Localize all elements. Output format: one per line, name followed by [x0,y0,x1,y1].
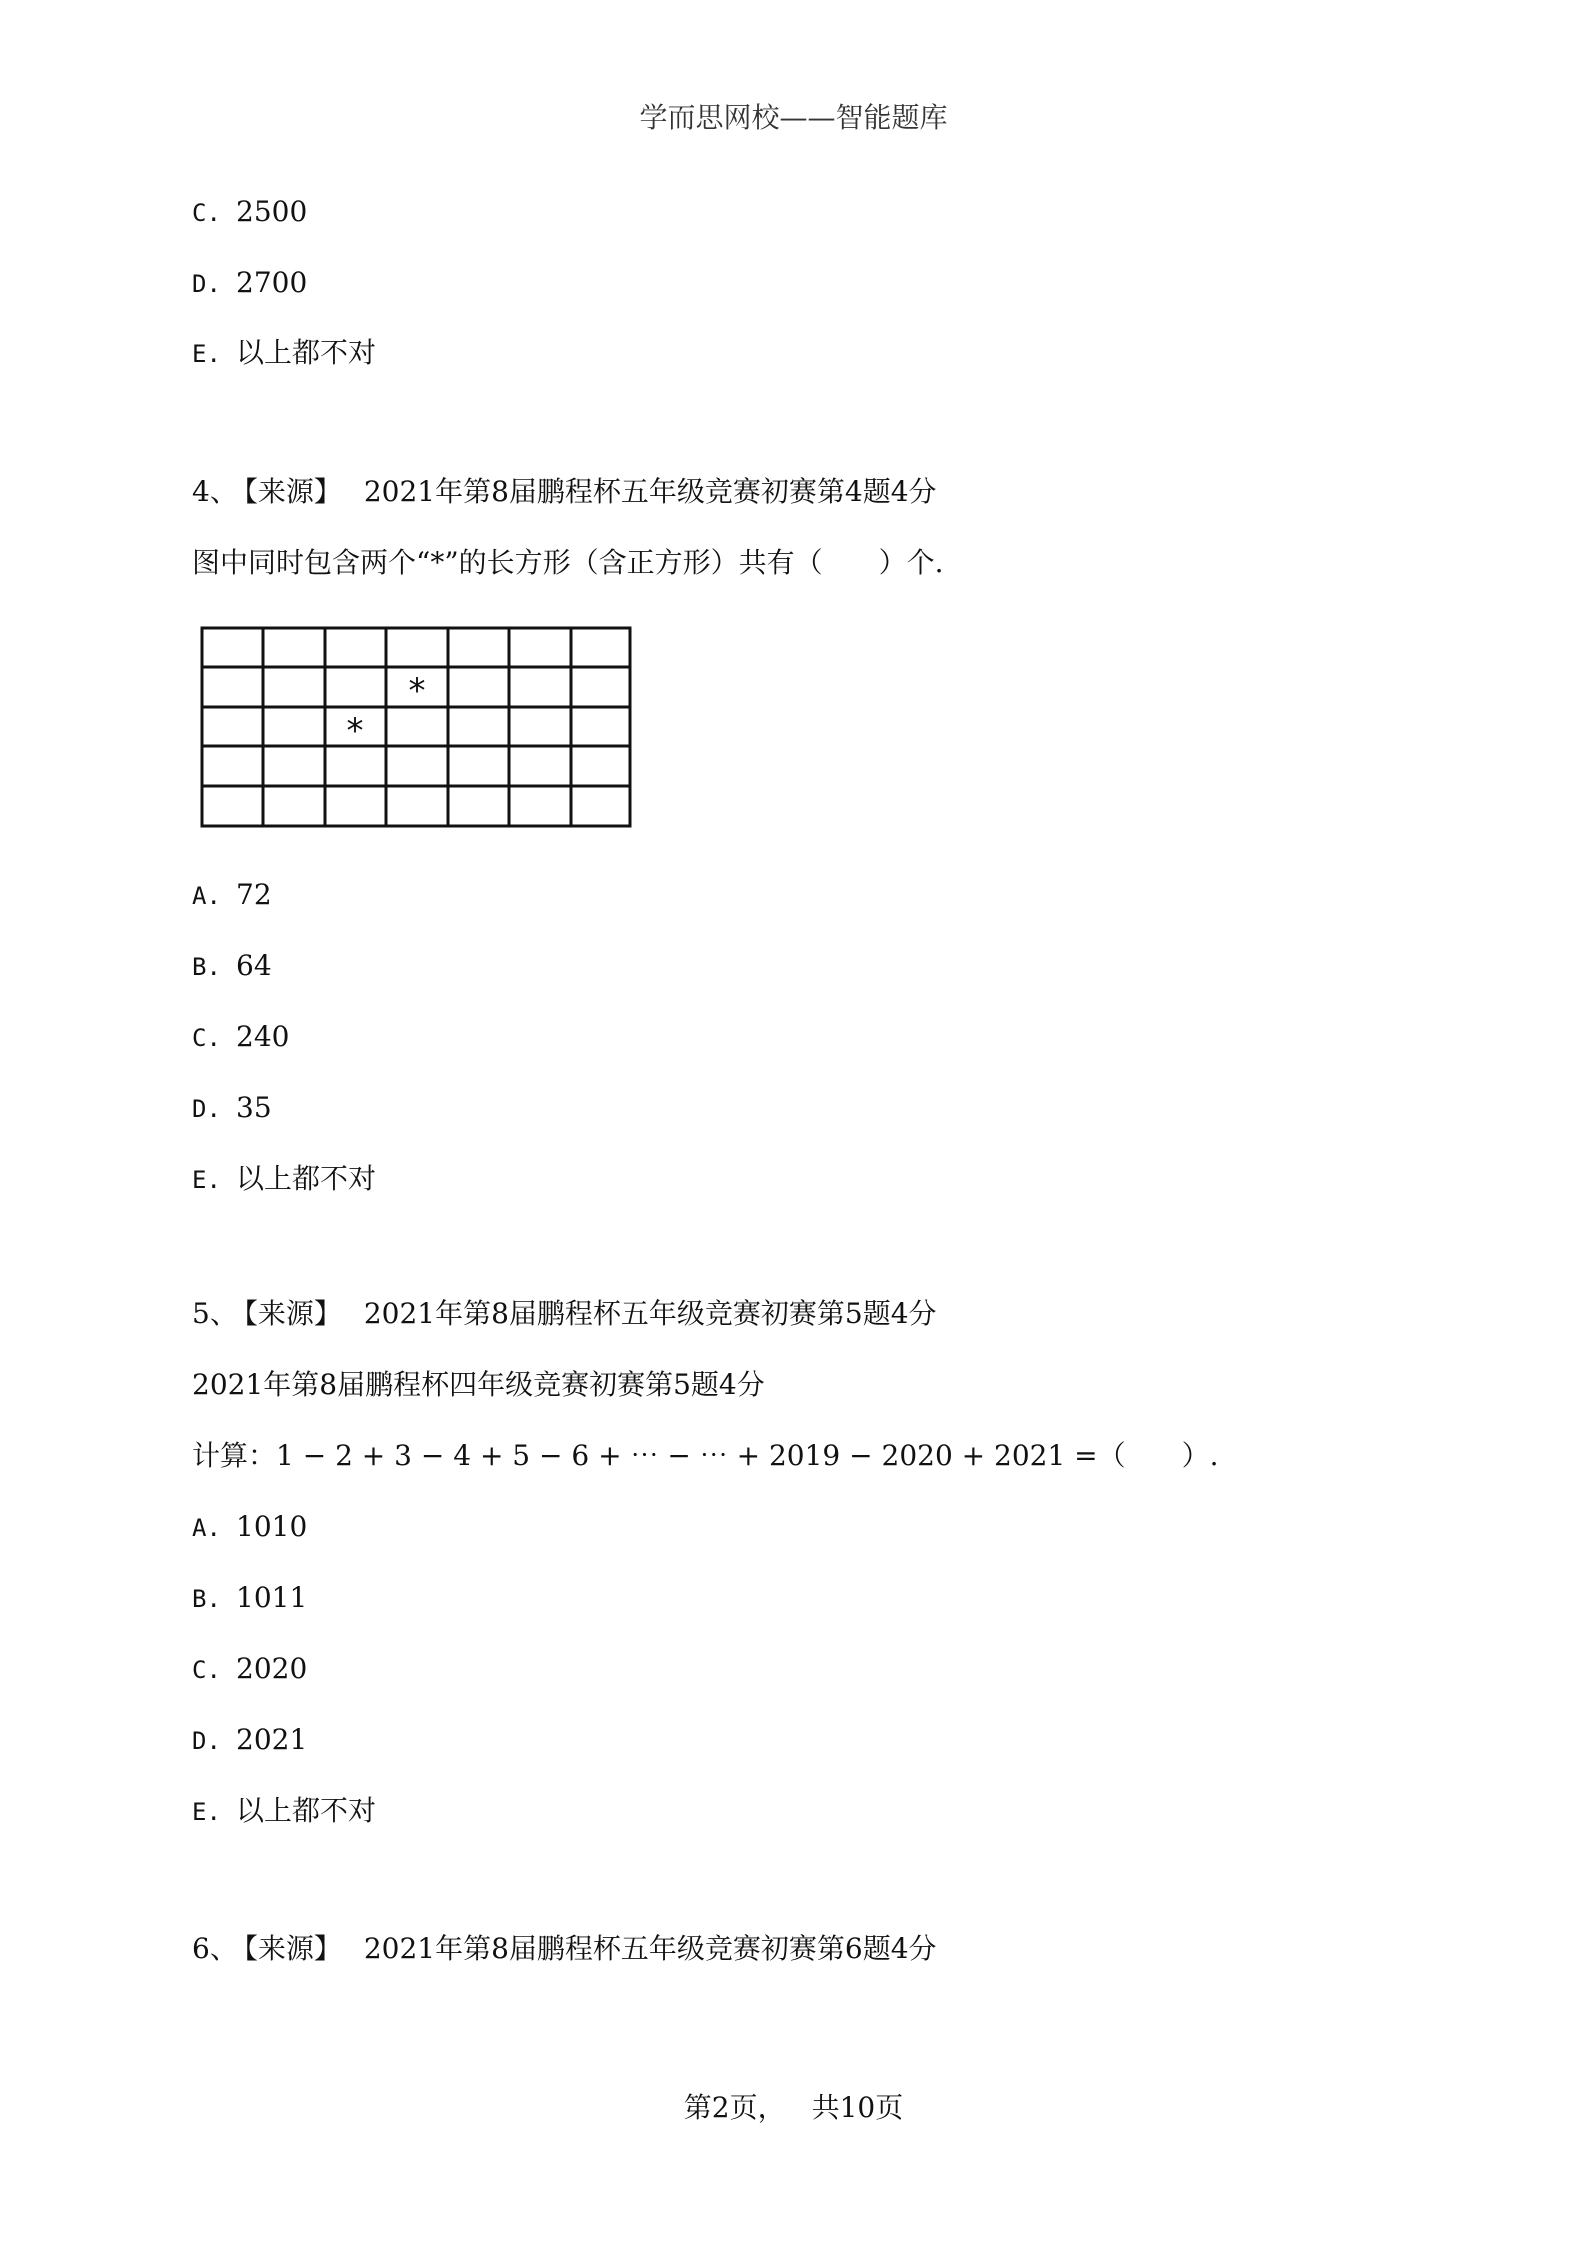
q4-grid-figure [200,626,632,834]
option-letter: B. [192,1585,221,1613]
option-text: 72 [236,878,272,911]
option-text: 2500 [236,195,308,228]
q4-option-c [192,1017,289,1058]
option-text: 以上都不对 [236,1794,377,1827]
q5-option-a [192,1507,307,1548]
q5-source-line [192,1294,937,1334]
source-text: 2021年第8届鹏程杯五年级竞赛初赛第4题4分 [363,475,937,508]
option-text: 35 [236,1091,272,1124]
option-letter: E. [192,1798,221,1826]
option-letter: C. [192,1656,221,1684]
option-letter: D. [192,1727,221,1755]
q5-option-e [192,1791,376,1832]
option-text: 1011 [236,1581,308,1614]
source-tag: 【来源】 [243,1932,342,1965]
option-letter: A. [192,882,221,910]
option-text: 1010 [236,1510,308,1543]
rectangle-grid [200,626,632,830]
option-text: 以上都不对 [236,1162,377,1195]
option-letter: C. [192,199,221,227]
option-letter: E. [192,340,221,368]
page-footer [0,2086,1587,2126]
option-letter: E. [192,1166,221,1194]
q4-option-d [192,1088,272,1129]
option-text: 240 [236,1020,290,1053]
question-number: 6、 [192,1932,238,1965]
q3-option-d [192,263,307,304]
option-letter: D. [192,270,221,298]
q3-option-c [192,192,307,233]
option-letter: C. [192,1024,221,1052]
q5-option-c [192,1649,307,1690]
q4-option-b [192,946,272,987]
option-text: 2020 [236,1652,308,1685]
question-number: 5、 [192,1297,238,1330]
q4-stem: 图中同时包含两个“*”的长方形（含正方形）共有（ ）个. [192,546,944,579]
q6-source-line [192,1929,937,1969]
option-letter: B. [192,953,221,981]
page-number: 第2页， [683,2091,786,2124]
option-text: 以上都不对 [236,336,377,369]
q4-option-e [192,1159,376,1200]
q5-source-line-2: 2021年第8届鹏程杯四年级竞赛初赛第5题4分 [192,1368,765,1401]
star-mark: * [346,711,364,751]
page-header: 学而思网校——智能题库 [639,101,948,134]
option-text: 64 [236,949,272,982]
source-tag: 【来源】 [243,475,342,508]
page-total: 共10页 [811,2091,904,2124]
q5-stem: 计算：1 − 2 + 3 − 4 + 5 − 6 + ⋯ − ⋯ + 2019 − 2020 + 2021 =（ ）. [192,1439,1219,1472]
q5-option-d [192,1720,307,1761]
star-mark: * [408,671,426,711]
option-letter: D. [192,1095,221,1123]
q3-option-e [192,333,376,374]
q4-option-a [192,875,272,916]
question-number: 4、 [192,475,238,508]
option-text: 2700 [236,266,308,299]
source-text: 2021年第8届鹏程杯五年级竞赛初赛第6题4分 [363,1932,937,1965]
q5-option-b [192,1578,307,1619]
option-text: 2021 [236,1723,308,1756]
option-letter: A. [192,1514,221,1542]
q4-source-line [192,472,937,512]
source-tag: 【来源】 [243,1297,342,1330]
source-text: 2021年第8届鹏程杯五年级竞赛初赛第5题4分 [363,1297,937,1330]
